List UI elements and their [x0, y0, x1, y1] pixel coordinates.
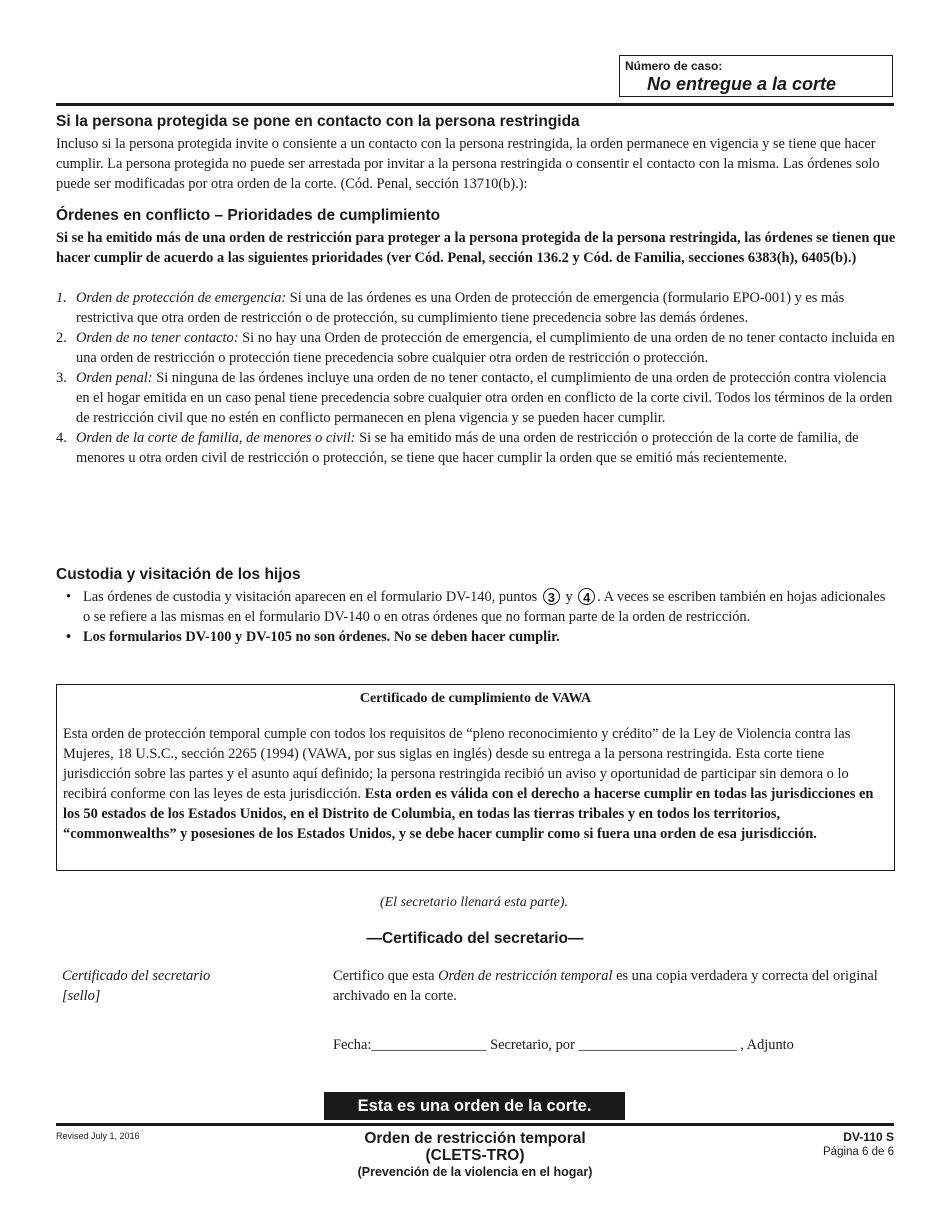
form-title-line2: (CLETS-TRO) — [425, 1147, 525, 1164]
bullet-icon: • — [66, 589, 72, 605]
vawa-body-bold: Esta orden es válida con el derecho a hacerse cumplir en todas las jurisdicciones en los 50 estados de los Estados Unidos, en el Distrito de Columbia, en todas las tierras tribales y en todos los territorios, “commonwealths” y posesiones de los Estados Unidos, y se debe hacer cumplir como si fuera una orden de esa jurisdicción. — [63, 786, 874, 842]
priority-item — [56, 288, 896, 328]
form-id-block — [823, 1130, 894, 1159]
conflict-intro: Si se ha emitido más de una orden de restricción para proteger a la persona protegida de la persona restringida, las órdenes se tienen que hacer cumplir de acuerdo a las siguientes prioridades (ver Cód. Penal, sección 136.2 y Cód. de Familia, secciones 6383(h), 6405(b).) — [56, 230, 896, 266]
form-id: DV-110 S — [843, 1130, 894, 1144]
priority-text: Si no hay una Orden de protección de emergencia, el cumplimiento de una orden de no tener contacto incluida en una orden de restricción o protección tiene precedencia sobre cualquier otra orden de restricción o protección. — [76, 330, 895, 366]
court-order-banner: Esta es una orden de la corte. — [324, 1092, 625, 1120]
clerk-certification-text — [333, 966, 893, 1006]
priority-lead: Orden de la corte de familia, de menores o civil: — [76, 430, 356, 446]
bottom-rule — [56, 1123, 894, 1126]
priority-list — [56, 288, 896, 468]
revision-date: Revised July 1, 2016 — [56, 1131, 140, 1141]
priority-lead: Orden de protección de emergencia: — [76, 290, 287, 306]
priority-number: 1. — [56, 290, 67, 306]
vawa-body-plain: Esta orden de protección temporal cumple con todos los requisitos de “pleno reconocimiento y crédito” de la Ley de Violencia contra las Mujeres, 18 U.S.C., sección 2265 (1994) (VAWA, por sus siglas en inglés) desde su entrega a la persona restringida. Esta corte tiene jurisdicción sobre las partes y el asunto aquí definido; la persona restringida recibió un aviso y oportunidad de participar sin demora o lo recibirá conforme con las leyes de esta jurisdicción. — [63, 726, 851, 802]
vawa-body — [63, 724, 893, 844]
case-number-value: No entregue a la corte — [647, 74, 837, 94]
item-4-badge: 4 — [578, 588, 595, 605]
priority-item — [56, 328, 896, 368]
priority-lead: Orden penal: — [76, 370, 153, 386]
clerk-seal-label — [62, 966, 210, 1006]
form-title-line1: Orden de restricción temporal — [364, 1130, 586, 1147]
custody-text-b: . A veces se escriben también en hojas adicionales o se refiere a las mismas en el formulario DV-140 o en otras órdenes que no forman parte de la orden de restricción. — [83, 589, 886, 625]
seal-line-1: Certificado del secretario — [62, 968, 211, 984]
vawa-title: Certificado de cumplimiento de VAWA — [359, 691, 592, 706]
certify-italic: Orden de restricción temporal — [438, 968, 613, 984]
deputy-label: , Adjunto — [736, 1037, 794, 1053]
priority-text: Si una de las órdenes es una Orden de protección de emergencia (formulario EPO-001) y es más restrictiva que otra orden de restricción o de protección, su cumplimiento tiene precedencia sobre las demás órdenes. — [76, 290, 845, 326]
custody-list — [66, 587, 896, 647]
top-rule — [56, 103, 894, 106]
priority-lead: Orden de no tener contacto: — [76, 330, 239, 346]
custody-conj: y — [565, 589, 573, 605]
clerk-blank-field[interactable]: ______________________ — [578, 1037, 737, 1053]
clerk-fill-note — [0, 895, 950, 911]
item-3-badge: 3 — [543, 588, 560, 605]
conflict-heading: Órdenes en conflicto – Prioridades de cumplimiento — [56, 207, 441, 224]
priority-number: 4. — [56, 430, 67, 446]
clerk-certificate-title: —Certificado del secretario— — [366, 930, 584, 947]
case-number-label: Número de caso: — [625, 59, 723, 73]
priority-item — [56, 368, 896, 428]
date-blank-field[interactable]: ________________ — [371, 1037, 487, 1053]
custody-text-bold: Los formularios DV-100 y DV-105 no son órdenes. No se deben hacer cumplir. — [83, 629, 560, 645]
custody-heading: Custodia y visitación de los hijos — [56, 566, 301, 583]
page-number: Página 6 de 6 — [823, 1146, 894, 1158]
bullet-icon: • — [66, 629, 72, 645]
vawa-certificate-box — [56, 684, 895, 871]
form-title — [300, 1130, 650, 1180]
certify-a: Certifico que esta — [333, 968, 439, 984]
certify-b: es una copia verdadera y correcta del original archivado en la corte. — [333, 968, 878, 1004]
custody-bullet — [66, 627, 896, 647]
priority-number: 2. — [56, 330, 67, 346]
custody-bullet — [66, 587, 896, 627]
custody-text-a: Las órdenes de custodia y visitación aparecen en el formulario DV-140, puntos — [83, 589, 538, 605]
contact-heading: Si la persona protegida se pone en contacto con la persona restringida — [56, 113, 580, 130]
date-clerk-line — [333, 1035, 893, 1055]
priority-text: Si ninguna de las órdenes incluye una orden de no tener contacto, el cumplimiento de una orden de protección contra violencia en el hogar emitida en un caso penal tiene precedencia sobre cualquier otra orden en conflicto de la corte civil. Todos los términos de la orden de restricción civil que no estén en conflicto permanecen en plena vigencia y se pueden hacer cumplir. — [76, 370, 893, 426]
seal-line-2: [sello] — [62, 988, 101, 1004]
form-title-line3: (Prevención de la violencia en el hogar) — [357, 1165, 593, 1179]
priority-item — [56, 428, 896, 468]
priority-number: 3. — [56, 370, 67, 386]
date-label: Fecha: — [333, 1037, 372, 1053]
clerk-by-label: Secretario, por — [486, 1037, 579, 1053]
contact-paragraph: Incluso si la persona protegida invite o consiente a un contacto con la persona restringida, la orden permanece en vigencia y se tiene que hacer cumplir. La persona protegida no puede ser arrestada por invitar a la persona restringida o consentir el contacto con la misma. Las órdenes solo puede ser modificadas por otra orden de la corte. (Cód. Penal, sección 13710(b).): — [56, 136, 880, 192]
case-number-box — [619, 55, 893, 97]
priority-text: Si se ha emitido más de una orden de restricción o protección de la corte de familia, de menores u otra orden civil de restricción o protección, se tiene que hacer cumplir la orden que se emitió más recientemente. — [76, 430, 859, 466]
clerk-note-text: (El secretario llenará esta parte). — [379, 895, 569, 910]
